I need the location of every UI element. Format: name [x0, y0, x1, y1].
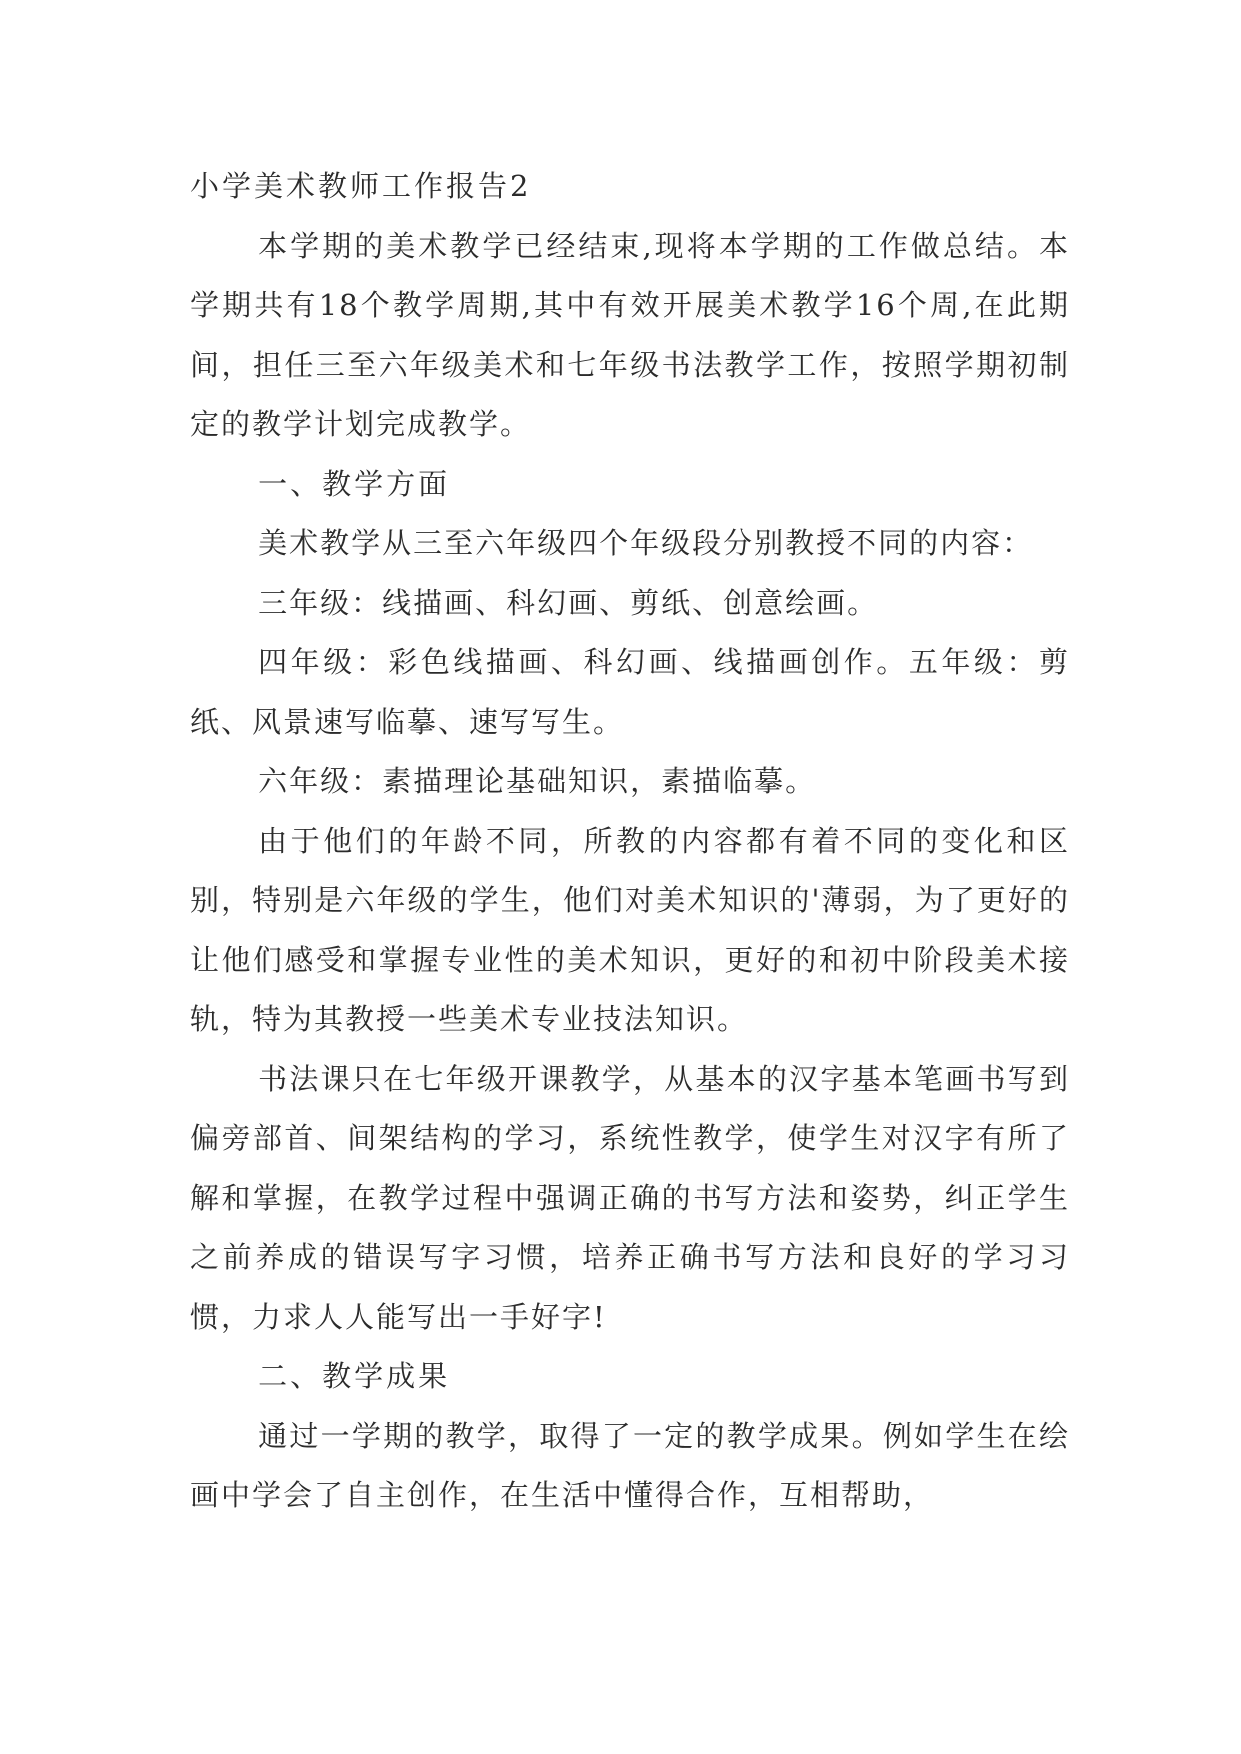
paragraph-age-differences: 由于他们的年龄不同，所教的内容都有着不同的变化和区别，特别是六年级的学生，他们对美术知识的'薄弱，为了更好的让他们感受和掌握专业性的美术知识，更好的和初中阶段美术接轨，特为其教授一些美术专业技法知识。: [190, 823, 1070, 1036]
paragraph-results: 通过一学期的教学，取得了一定的教学成果。例如学生在绘画中学会了自主创作，在生活中懂得合作，互相帮助，: [190, 1418, 1070, 1512]
paragraph-calligraphy: 书法课只在七年级开课教学，从基本的汉字基本笔画书写到偏旁部首、间架结构的学习，系统性教学，使学生对汉字有所了解和掌握，在教学过程中强调正确的书写方法和姿势，纠正学生之前养成的错误写字习惯，培养正确书写方法和良好的学习习惯，力求人人能写出一手好字!: [190, 1061, 1070, 1334]
document-title: 小学美术教师工作报告2: [190, 169, 532, 203]
document-body: [190, 157, 1070, 1526]
section-heading-results: 二、教学成果: [258, 1359, 451, 1393]
paragraph-grade-four-five: 四年级：彩色线描画、科幻画、线描画创作。五年级：剪纸、风景速写临摹、速写写生。: [190, 645, 1070, 739]
section-heading-teaching: 一、教学方面: [258, 466, 451, 501]
paragraph-intro: 本学期的美术教学已经结束,现将本学期的工作做总结。本学期共有18个教学周期,其中有效开展美术教学16个周,在此期间，担任三至六年级美术和七年级书法教学工作，按照学期初制定的教学计划完成教学。: [190, 228, 1070, 441]
paragraph-grade-six: 六年级：素描理论基础知识，素描临摹。: [258, 764, 817, 798]
paragraph-grades-overview: 美术教学从三至六年级四个年级段分别教授不同的内容：: [258, 526, 1034, 560]
paragraph-grade-three: 三年级：线描画、科幻画、剪纸、创意绘画。: [258, 585, 879, 620]
